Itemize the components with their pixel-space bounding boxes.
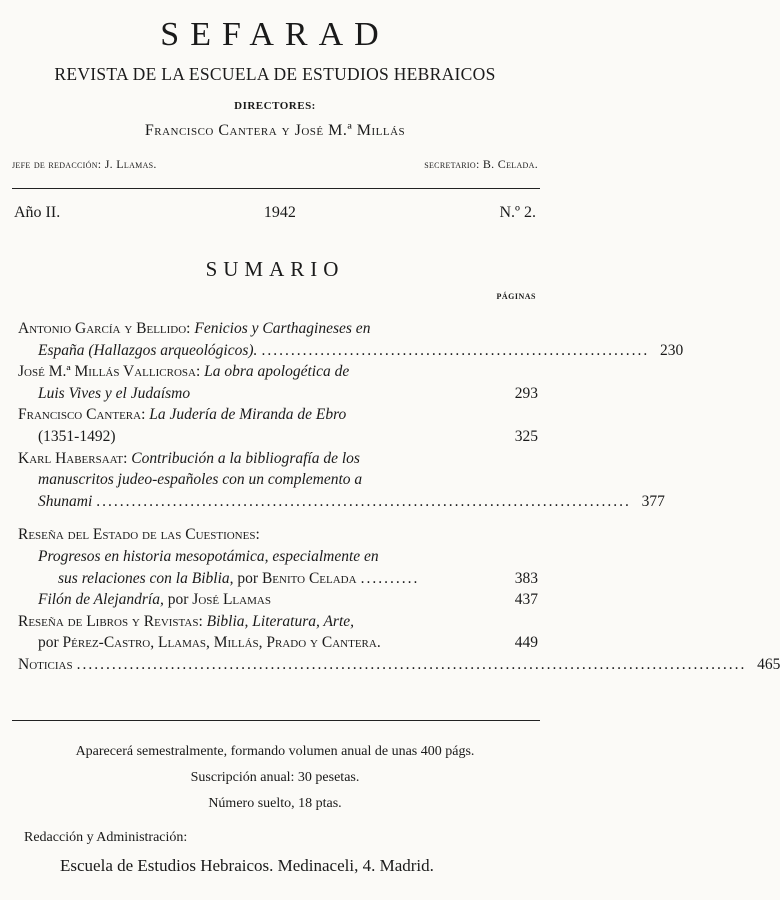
leader-dots: .......... (360, 569, 420, 587)
toc-title: Fenicios y Carthagineses en (194, 320, 371, 337)
footer-single-issue: Número suelto, 18 ptas. (208, 796, 342, 811)
toc-entry (18, 524, 538, 589)
toc-section: Noticias (18, 655, 73, 673)
jefe-redaccion: jefe de redacción: J. Llamas. (12, 157, 157, 171)
footer-address: Escuela de Estudios Hebraicos. Medinaceli, 4. Madrid. (60, 856, 434, 875)
toc-entry (18, 448, 665, 513)
toc-entry (18, 611, 538, 654)
toc-section: Reseña de Libros y Revistas: (18, 612, 203, 630)
toc-title: Filón de Alejandría, (38, 591, 164, 609)
toc-author: Pérez-Castro, Llamas, Millás, Prado y Cantera. (62, 634, 381, 652)
toc-by: por (237, 569, 259, 587)
leader-dots: .................................................................................................................. (76, 655, 747, 673)
toc-by: por (38, 634, 59, 652)
toc-entry (18, 589, 538, 611)
toc-page-number: 293 (514, 384, 538, 402)
toc-title: Shunami (38, 492, 93, 510)
issue-year-label: Año II. (14, 204, 61, 221)
issue-year: 1942 (263, 204, 296, 221)
toc-title: manuscritos judeo-españoles con un complemento a (38, 471, 363, 489)
footer-frequency: Aparecerá semestralmente, formando volumen anual de unas 400 págs. (75, 744, 475, 759)
journal-subtitle: REVISTA DE LA ESCUELA DE ESTUDIOS HEBRAICOS (54, 64, 496, 84)
directores-names: Francisco Cantera y José M.ª Millás (144, 122, 406, 139)
leader-dots: .................................................................. (261, 341, 650, 359)
toc-title: La Judería de Miranda de Ebro (149, 406, 347, 424)
toc-title: Luis Vives y el Judaísmo (38, 384, 191, 402)
secretario: secretario: B. Celada. (424, 157, 538, 171)
toc-topics: Biblia, Literatura, Arte, (206, 612, 355, 630)
footer-subscription: Suscripción anual: 30 pesetas. (190, 770, 360, 785)
toc-entry (18, 404, 538, 447)
toc-author: José Llamas (192, 591, 271, 609)
table-of-contents (18, 318, 780, 676)
toc-title: España (Hallazgos arqueológicos). (38, 341, 258, 359)
paginas-label: PÁGINAS (496, 292, 536, 301)
toc-page-number: 230 (659, 341, 684, 359)
toc-title: La obra apologética de (204, 363, 350, 381)
toc-title: Contribución a la bibliografía de los (131, 449, 360, 467)
toc-entry (18, 318, 684, 361)
toc-page-number: 449 (514, 634, 538, 652)
toc-author: Benito Celada (261, 569, 357, 587)
issue-line (14, 204, 536, 222)
toc-page-number: 325 (514, 427, 538, 445)
staff-line (12, 157, 538, 172)
top-divider (12, 188, 540, 189)
toc-page-number: 377 (641, 492, 665, 510)
toc-page-number: 437 (514, 591, 538, 609)
footer-admin-label: Redacción y Administración: (24, 830, 188, 845)
toc-title: (1351-1492) (38, 427, 116, 445)
toc-page-number: 465 (757, 655, 780, 673)
sumario-heading: SUMARIO (205, 257, 345, 281)
bottom-divider (12, 720, 540, 721)
journal-title: SEFARAD (160, 16, 390, 53)
toc-entry (18, 361, 538, 404)
toc-by: por (167, 591, 189, 609)
toc-title: Progresos en historia mesopotámica, especialmente en (38, 547, 379, 565)
toc-author: Francisco Cantera: (18, 406, 146, 424)
toc-entry (18, 654, 780, 676)
directores-label: DIRECTORES: (234, 100, 316, 112)
toc-author: Karl Habersaat: (18, 449, 128, 467)
toc-title: sus relaciones con la Biblia, (58, 569, 234, 587)
toc-author: José M.ª Millás Vallicrosa: (18, 363, 201, 381)
toc-section: Reseña del Estado de las Cuestiones: (18, 526, 260, 544)
toc-author: Antonio García y Bellido: (18, 320, 191, 337)
leader-dots: ........................................................................................... (96, 492, 631, 510)
issue-number: N.º 2. (499, 204, 536, 221)
toc-page-number: 383 (514, 569, 538, 587)
